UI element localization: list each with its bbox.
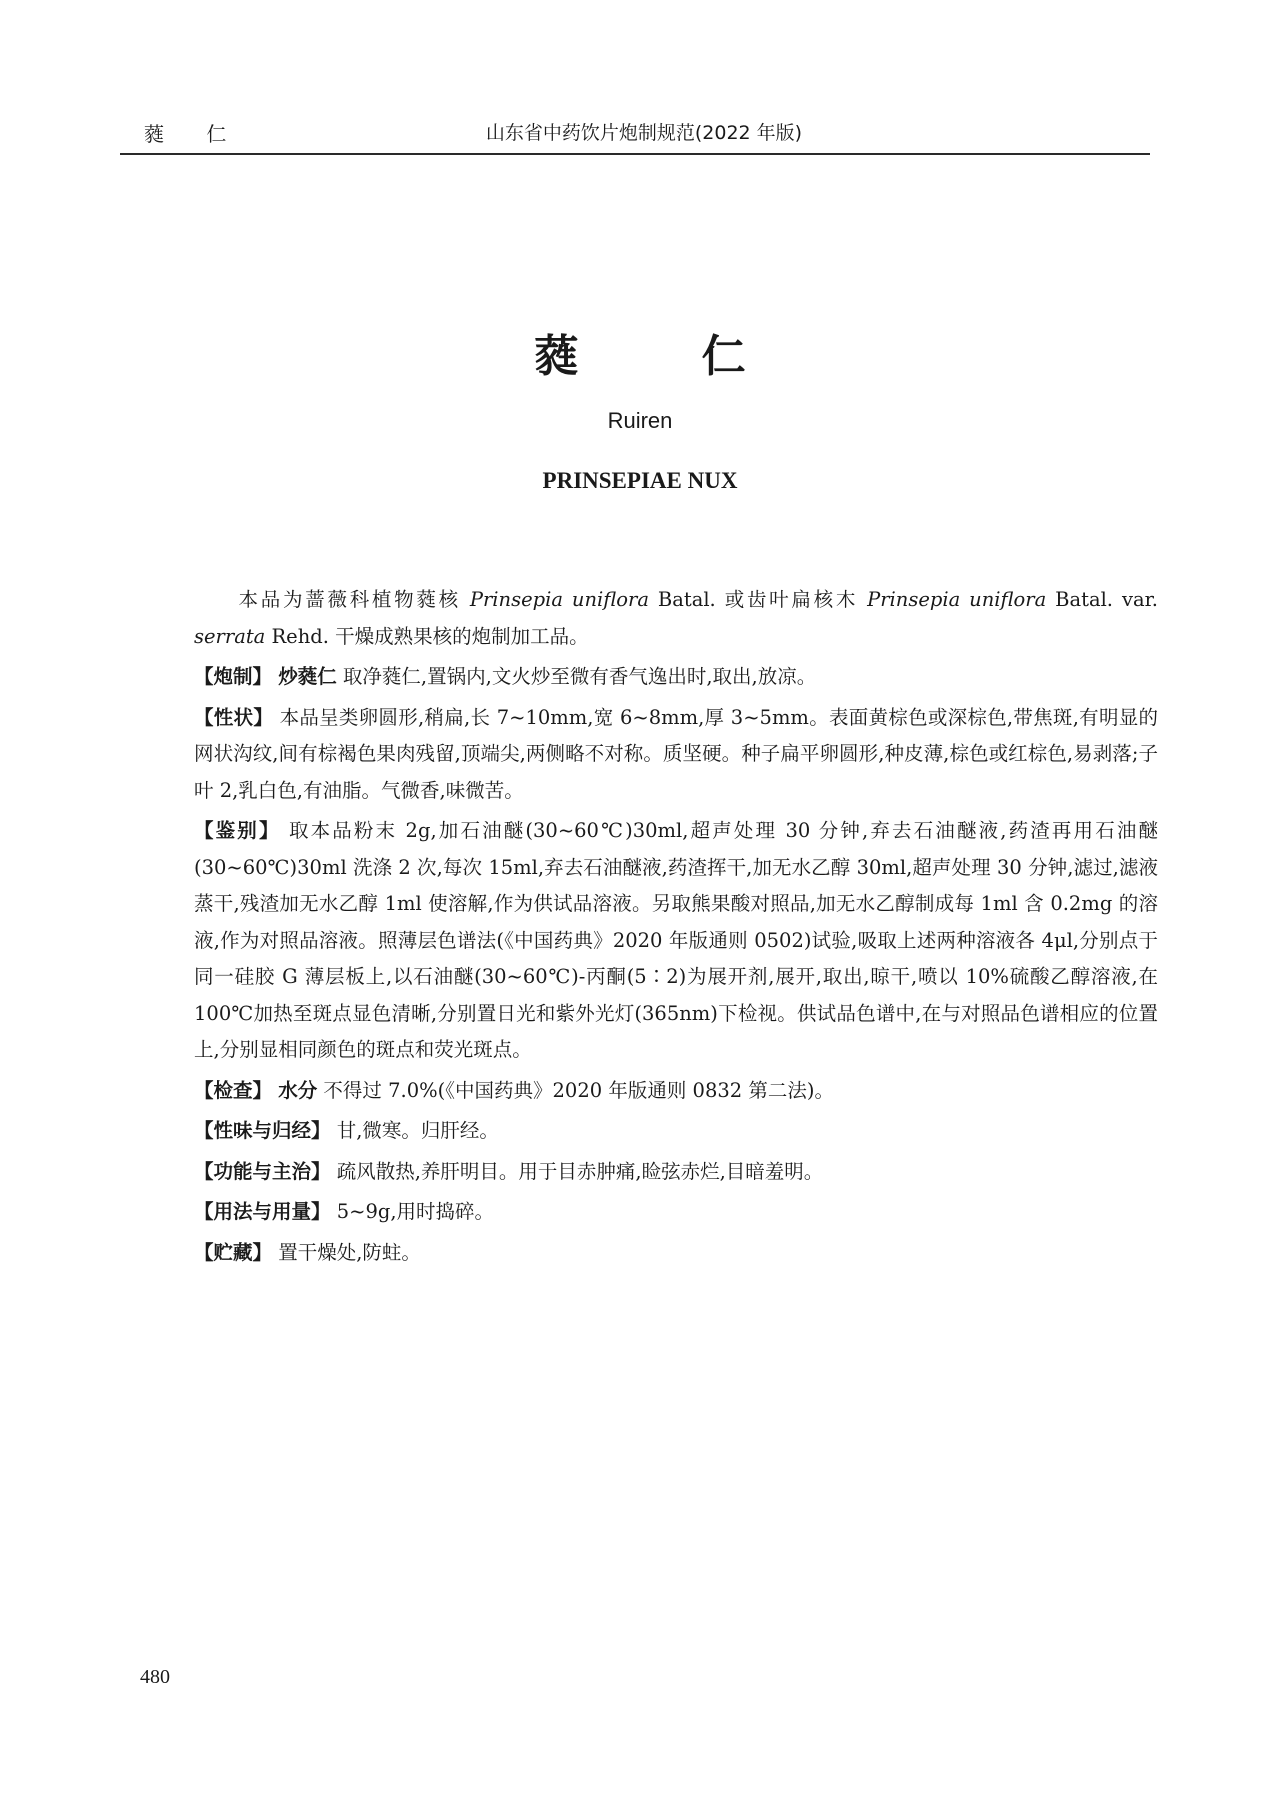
section-label: 【性味与归经】 (194, 1119, 331, 1142)
running-head-left: 蕤 仁 (144, 122, 245, 146)
intro-text-4: Rehd. 干燥成熟果核的炮制加工品。 (265, 624, 589, 648)
section-subheading: 炒蕤仁 (278, 665, 337, 688)
section-yongfa (194, 1194, 1158, 1231)
section-label: 【鉴别】 (194, 819, 281, 842)
section-text: 取净蕤仁,置锅内,文火炒至微有香气逸出时,取出,放凉。 (336, 665, 817, 688)
section-label: 【炮制】 (194, 665, 273, 688)
section-label: 【贮藏】 (194, 1240, 273, 1264)
section-text: 取本品粉末 2g,加石油醚(30~60℃)30ml,超声处理 30 分钟,弃去石油醚液,药渣再用石油醚(30~60℃)30ml 洗涤 2 次,每次 15ml,弃去石油醚液,药渣挥干,加无水乙醇 30ml,超声处理 30 分钟,滤过,滤液蒸干,残渣加无水乙醇 1ml 使溶解,作为供试品溶液。另取熊果酸对照品,加无水乙醇制成每 1ml 含 0.2mg 的溶液,作为对照品溶液。照薄层色谱法(《中国药典》2020 年版通则 0502)试验,吸取上述两种溶液各 4μl,分别点于同一硅胶 G 薄层板上,以石油醚(30~60℃)-丙酮(5∶2)为展开剂,展开,取出,晾干,喷以 10%硫酸乙醇溶液,在 100℃加热至斑点显色清晰,分别置日光和紫外光灯(365nm)下检视。供试品色谱中,在与对照品色谱相应的位置上,分别显相同颜色的斑点和荧光斑点。 (194, 819, 1158, 1061)
monograph-pinyin: Ruiren (607, 408, 673, 433)
monograph-latin-name: PRINSEPIAE NUX (542, 468, 738, 493)
intro-text-3: Batal. var. (1046, 588, 1158, 611)
intro-latin-2: Prinsepia uniflora (867, 588, 1047, 611)
section-text: 甘,微寒。归肝经。 (330, 1119, 499, 1142)
section-text: 不得过 7.0%(《中国药典》2020 年版通则 0832 第二法)。 (317, 1078, 834, 1102)
section-label: 【性状】 (194, 705, 274, 729)
intro-text-1: 本品为蔷薇科植物蕤核 (238, 588, 470, 611)
section-text: 5~9g,用时捣碎。 (330, 1200, 495, 1223)
section-text: 疏风散热,养肝明目。用于目赤肿痛,睑弦赤烂,目暗羞明。 (330, 1159, 824, 1183)
section-xingzhuang (194, 700, 1158, 810)
page-number: 480 (140, 1666, 170, 1688)
section-label: 【检查】 (194, 1078, 273, 1102)
section-label: 【功能与主治】 (194, 1159, 331, 1183)
section-gongneng (194, 1154, 1158, 1191)
section-zhucang (194, 1235, 1158, 1272)
section-jianbie (194, 813, 1158, 1069)
running-head (144, 110, 1144, 150)
intro-latin-3: serrata (194, 624, 266, 648)
section-text: 置干燥处,防蛀。 (272, 1240, 421, 1264)
monograph-body (194, 582, 1158, 1275)
intro-text-2: Batal. 或齿叶扁核木 (648, 588, 868, 611)
section-text: 本品呈类卵圆形,稍扁,长 7~10mm,宽 6~8mm,厚 3~5mm。表面黄棕色或深棕色,带焦斑,有明显的网状沟纹,间有棕褐色果肉残留,顶端尖,两侧略不对称。质坚硬。种子扁平卵圆形,种皮薄,棕色或红棕色,易剥落;子叶 2,乳白色,有油脂。气微香,味微苦。 (194, 705, 1158, 802)
running-head-center: 山东省中药饮片炮制规范(2022 年版) (485, 122, 803, 144)
section-xingwei (194, 1113, 1158, 1150)
intro-paragraph (194, 582, 1158, 655)
header-rule (120, 153, 1150, 155)
monograph-title: 蕤 仁 (534, 331, 800, 382)
section-label: 【用法与用量】 (194, 1200, 331, 1223)
intro-latin-1: Prinsepia uniflora (469, 588, 649, 611)
section-paozhi (194, 659, 1158, 696)
section-jiancha (194, 1073, 1158, 1110)
section-subheading: 水分 (278, 1078, 318, 1102)
